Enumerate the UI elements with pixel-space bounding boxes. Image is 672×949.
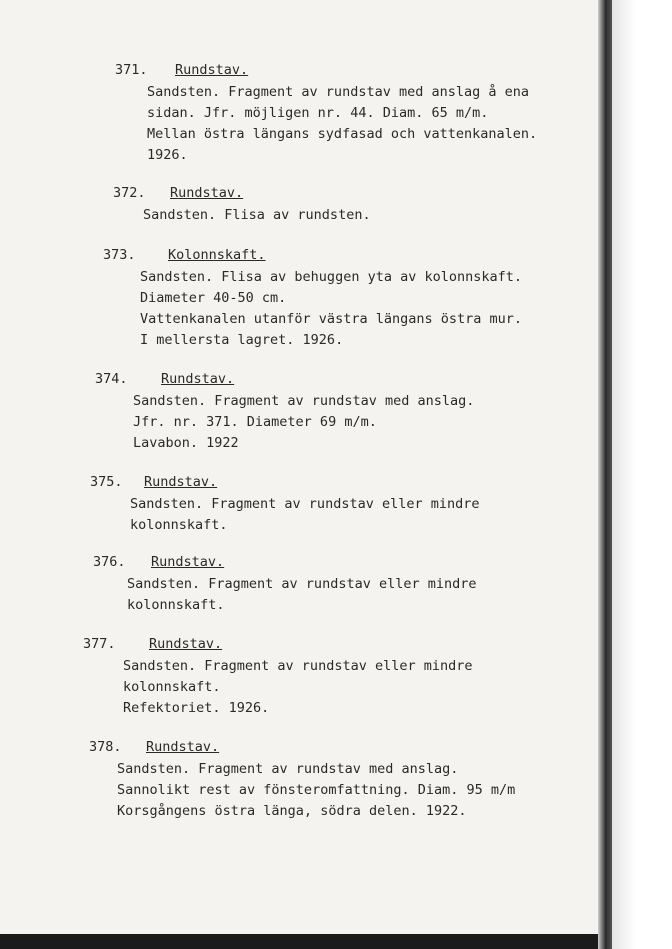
entry-line: kolonnskaft.: [123, 679, 221, 695]
entry-number: 374.: [95, 371, 128, 387]
entry-body: [140, 267, 522, 351]
entry-line: Sandsten. Flisa av behuggen yta av kolonnskaft.: [140, 269, 523, 285]
entry-body: [127, 574, 477, 616]
entry-body: [147, 82, 537, 166]
entry-title: Rundstav.: [151, 554, 225, 570]
entry-title: Rundstav.: [170, 185, 244, 201]
entry-line: Refektoriet. 1926.: [123, 700, 270, 716]
entry-line: Sandsten. Fragment av rundstav eller mindre: [127, 576, 477, 592]
entry-number: 371.: [115, 62, 148, 78]
scan-bottom-edge: [0, 934, 598, 949]
entry-line: Sandsten. Fragment av rundstav eller mindre: [123, 658, 473, 674]
entry-title: Rundstav.: [144, 474, 218, 490]
entry-line: I mellersta lagret. 1926.: [140, 332, 344, 348]
entry-number: 378.: [89, 739, 122, 755]
entry-line: Sandsten. Fragment av rundstav eller mindre: [130, 496, 480, 512]
entry-number: 375.: [90, 474, 123, 490]
page-edge: [612, 0, 672, 949]
entry-line: Sannolikt rest av fönsteromfattning. Diam. 95 m/m: [117, 782, 516, 798]
entry-title: Rundstav.: [161, 371, 235, 387]
entry-line: Sandsten. Fragment av rundstav med anslag å ena: [147, 84, 530, 100]
entry-line: Jfr. nr. 371. Diameter 69 m/m.: [133, 414, 377, 430]
entry-body: [123, 656, 473, 719]
entry-number: 376.: [93, 554, 126, 570]
entry-line: Sandsten. Fragment av rundstav med anslag.: [133, 393, 475, 409]
entry-line: kolonnskaft.: [130, 517, 228, 533]
entry-number: 373.: [103, 247, 136, 263]
entry-line: kolonnskaft.: [127, 597, 225, 613]
entry-title: Rundstav.: [146, 739, 220, 755]
book-spine-shadow: [598, 0, 612, 949]
entry-line: 1926.: [147, 147, 188, 163]
entry-line: Korsgångens östra länga, södra delen. 1922.: [117, 803, 467, 819]
entry-body: [133, 391, 474, 454]
entry-line: Lavabon. 1922: [133, 435, 239, 451]
entry-line: Diameter 40-50 cm.: [140, 290, 287, 306]
entry-number: 377.: [83, 636, 116, 652]
entry-line: Sandsten. Flisa av rundsten.: [143, 207, 371, 223]
entry-line: Sandsten. Fragment av rundstav med anslag.: [117, 761, 459, 777]
entry-line: Mellan östra längans sydfasad och vattenkanalen.: [147, 126, 538, 142]
entry-body: [117, 759, 515, 822]
entry-line: sidan. Jfr. möjligen nr. 44. Diam. 65 m/m.: [147, 105, 489, 121]
entry-title: Kolonnskaft.: [168, 247, 266, 263]
entry-body: [143, 205, 371, 226]
entry-title: Rundstav.: [175, 62, 249, 78]
entry-body: [130, 494, 480, 536]
entry-number: 372.: [113, 185, 146, 201]
entry-title: Rundstav.: [149, 636, 223, 652]
entry-line: Vattenkanalen utanför västra längans östra mur.: [140, 311, 523, 327]
